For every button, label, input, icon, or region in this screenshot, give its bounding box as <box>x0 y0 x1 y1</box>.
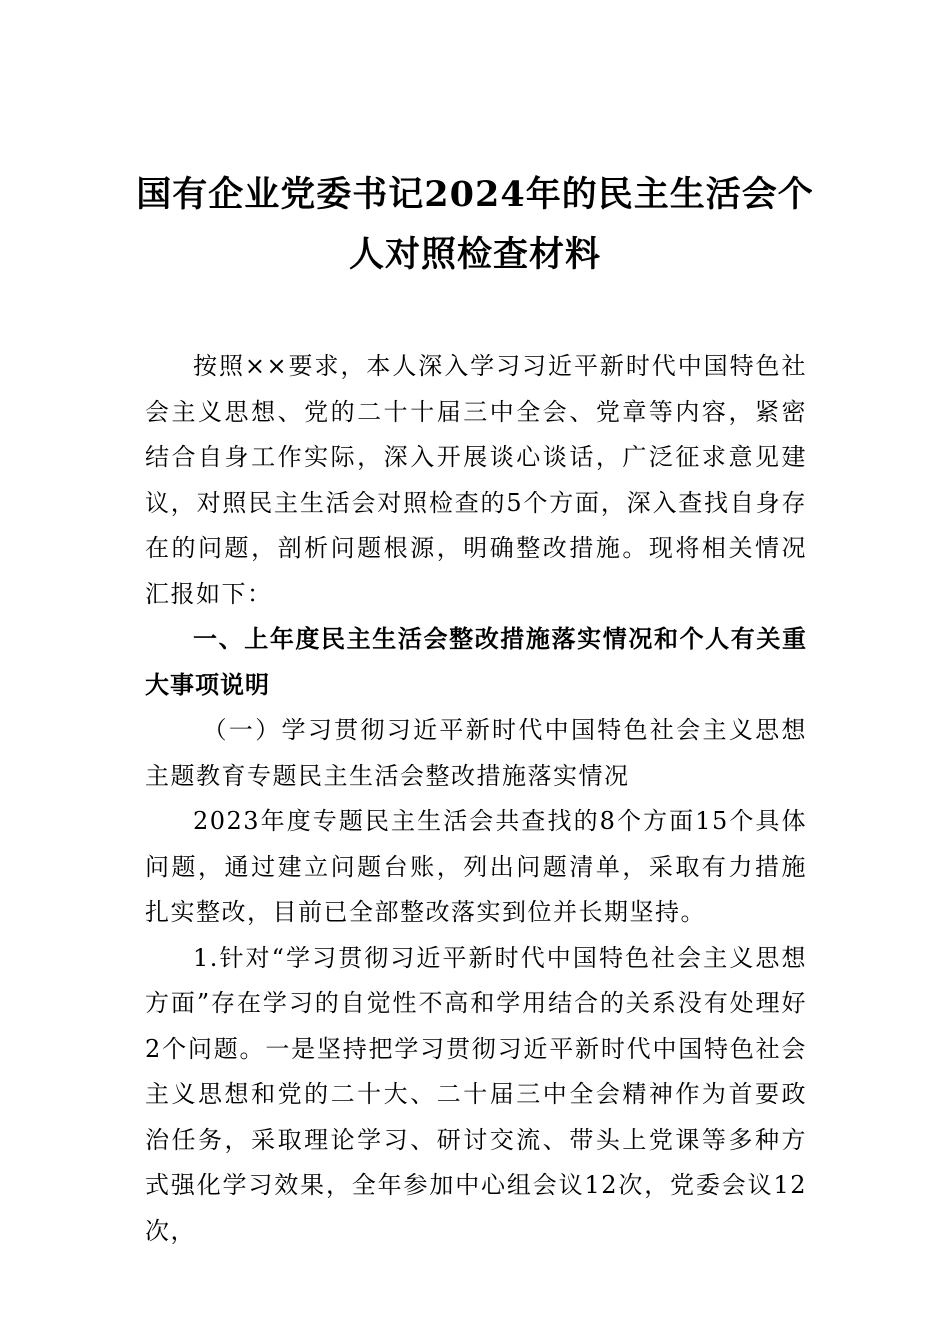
document-body <box>145 344 807 1254</box>
title-line-2: 人对照检查材料 <box>348 234 601 275</box>
title-line-1: 国有企业党委书记2024年的民主生活会个 <box>136 174 814 215</box>
intro-paragraph: 按照××要求，本人深入学习习近平新时代中国特色社会主义思想、党的二十十届三中全会、党章等内容，紧密结合自身工作实际，深入开展谈心谈话，广泛征求意见建议，对照民主生活会对照检查的5个方面，深入查找自身存在的问题，剖析问题根源，明确整改措施。现将相关情况汇报如下： <box>145 352 807 608</box>
section-heading-1: 一、上年度民主生活会整改措施落实情况和个人有关重大事项说明 <box>145 625 807 699</box>
subsection-heading-1: （一）学习贯彻习近平新时代中国特色社会主义思想主题教育专题民主生活会整改措施落实情况 <box>145 716 807 790</box>
summary-paragraph: 2023年度专题民主生活会共查找的8个方面15个具体问题，通过建立问题台账，列出问题清单，采取有力措施扎实整改，目前已全部整改落实到位并长期坚持。 <box>145 807 807 926</box>
item-1-paragraph: 1.针对“学习贯彻习近平新时代中国特色社会主义思想方面”存在学习的自觉性不高和学用结合的关系没有处理好2个问题。一是坚持把学习贯彻习近平新时代中国特色社会主义思想和党的二十大、二十届三中全会精神作为首要政治任务，采取理论学习、研讨交流、带头上党课等多种方式强化学习效果，全年参加中心组会议12次，党委会议12次， <box>145 943 807 1245</box>
document-title <box>120 165 830 285</box>
